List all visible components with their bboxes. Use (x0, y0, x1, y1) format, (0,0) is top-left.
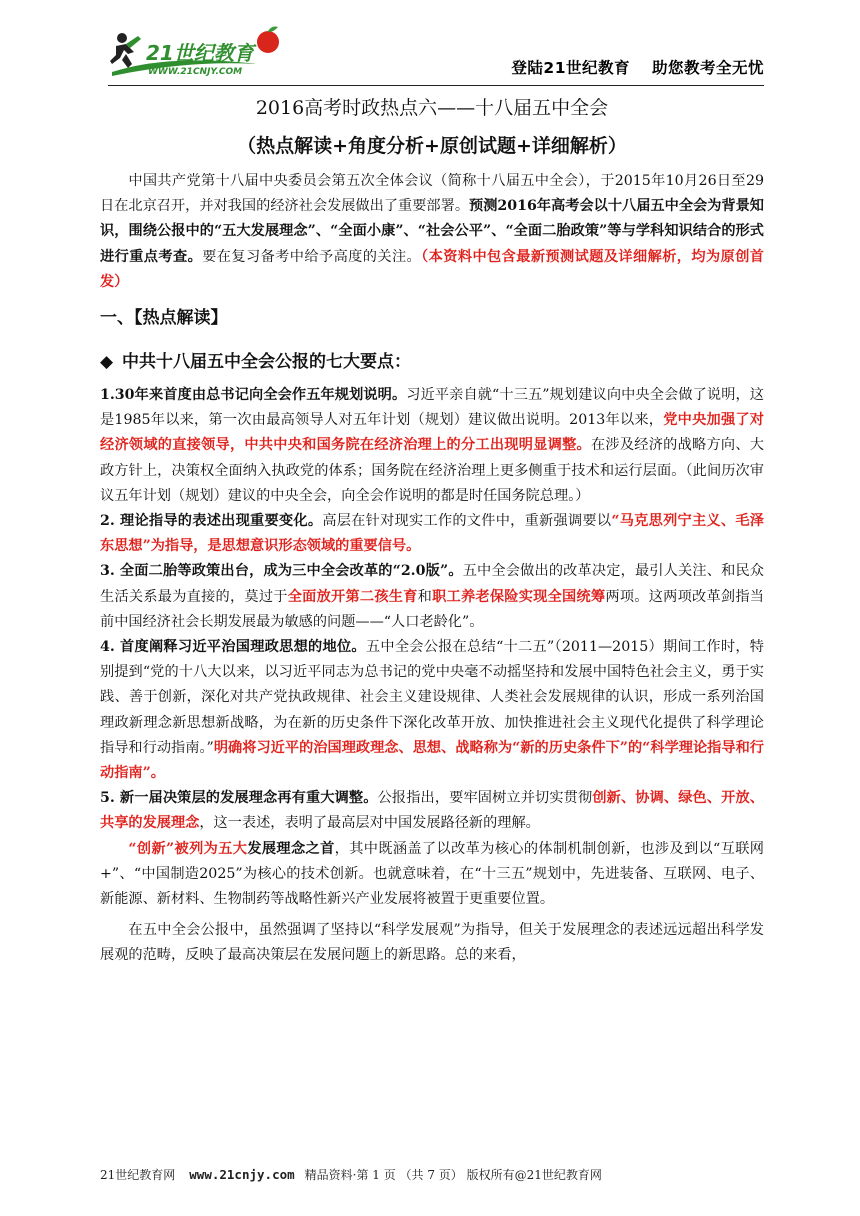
point-3-heading: 3. 全面二胎等政策出台，成为三中全会改革的“2.0版”。 (100, 563, 463, 580)
point-1 (100, 383, 764, 509)
point-3-highlight-1: 全面放开第二孩生育 (287, 588, 418, 605)
section-heading: 一、【热点解读】 (100, 308, 228, 329)
innovation-text: ，其中既涵盖了以改革为核心的体制机制创新，也涉及到以“互联网+”、“中国制造2025”为核心的技术创新。也就意味着，在“十三五”规划中，先进装备、互联网、电子、新能源、新材料、生物制药等战略性新兴产业发展将被置于更重要位置。 (100, 840, 764, 908)
bullet-heading-text: 中共十八届五中全会公报的七大要点： (122, 352, 411, 373)
intro-text-1: 中国共产党第十八届中央委员会第五次全体会议（简称十八届五中全会），于2015年10月26日至29日在北京召开，并对我国的经济社会发展做出了重要部署。 (100, 173, 764, 215)
point-1-text-b: 在涉及经济的战略方向、大政方针上，决策权全面纳入执政党的体系；国务院在经济治理上更多侧重于技术和运行层面。（此间历次审议五年计划（规划）建议的中央全会，向全会作说明的都是时任国务院总理。） (100, 437, 764, 504)
footer-page-info: 精品资料·第 1 页 （共 7 页） 版权所有@21世纪教育网 (304, 1168, 602, 1182)
point-3-and: 和 (417, 588, 433, 605)
point-3 (100, 559, 764, 635)
point-5 (100, 786, 764, 836)
slogan-part-1: 登陆21世纪教育 (511, 59, 630, 77)
innovation-paragraph (100, 837, 764, 913)
point-2-highlight: “马克思列宁主义、毛泽东思想”为指导，是思想意识形态领域的重要信号。 (100, 513, 764, 555)
intro-paragraph (100, 169, 764, 295)
point-2 (100, 509, 764, 559)
point-4 (100, 635, 764, 786)
point-4-highlight: 明确将习近平的治国理政理念、思想、战略称为“新的历史条件下”的“科学理论指导和行动指南”。 (100, 739, 764, 782)
page-header (108, 24, 764, 82)
bullet-heading (100, 347, 764, 377)
svg-text:21世纪教育: 21世纪教育 (146, 41, 254, 65)
point-3-text-b: 两项。这两项改革剑指当前中国经济社会长期发展最为敏感的问题——“人口老龄化”。 (100, 588, 764, 630)
point-1-text-a: 习近平亲自就“十三五”规划建议向中央全会做了说明，这是1985年以来，第一次由最高领导人对五年计划（规划）建议做出说明。2013年以来， (100, 387, 764, 429)
point-1-highlight: 党中央加强了对经济领域的直接领导，中共中央和国务院在经济治理上的分工出现明显调整。 (100, 412, 764, 454)
point-5-text-a: 公报指出，要牢固树立并切实贯彻 (377, 790, 593, 807)
point-2-text-a: 高层在针对现实工作的文件中，重新强调要以 (322, 513, 612, 530)
diamond-bullet-icon: ◆ (100, 352, 114, 373)
intro-text-4: （本资料中包含最新预测试题及详细解析，均为原创首发） (100, 248, 764, 290)
point-5-heading: 5. 新一届决策层的发展理念再有重大调整。 (100, 790, 378, 807)
innovation-bold: 发展理念之首 (247, 840, 335, 857)
page-title: 2016高考时政热点六——十八届五中全会 (255, 97, 609, 119)
header-divider (108, 85, 764, 86)
point-3-highlight-2: 职工养老保险实现全国统筹 (432, 588, 606, 605)
point-4-text-a: 五中全会公报在总结“十二五”（2011—2015）期间工作时，特别提到“党的十八大以来，以习近平同志为总书记的党中央毫不动摇坚持和发展中国特色社会主义，勇于实践、善于创新，深化对共产党执政规律、社会主义建设规律、人类社会发展规律的认识，形成一系列治国理政新理念新思想新战略，为在新的历史条件下深化改革开放、加快推进社会主义现代化提供了科学理论指导和行动指南。” (100, 639, 764, 756)
slogan-part-2: 助您教考全无忧 (651, 59, 764, 77)
footer-site: 21世纪教育网 (100, 1168, 176, 1182)
science-text: 在五中全会公报中，虽然强调了坚持以“科学发展观”为指导，但关于发展理念的表述远远超出科学发展观的范畴，反映了最高决策层在发展问题上的新思路。总的来看， (100, 922, 764, 964)
site-logo[interactable] (108, 24, 283, 78)
header-slogan (511, 56, 764, 78)
page-footer (100, 1166, 764, 1190)
point-4-heading: 4. 首度阐释习近平治国理政思想的地位。 (100, 639, 366, 656)
point-5-highlight: 创新、协调、绿色、开放、共享的发展理念 (100, 790, 764, 832)
point-2-heading: 2. 理论指导的表述出现重要变化。 (100, 513, 323, 530)
point-1-heading: 1.30年来首度由总书记向全会作五年规划说明。 (100, 387, 407, 404)
svg-text:WWW.21CNJY.COM: WWW.21CNJY.COM (148, 67, 243, 77)
document-body (100, 90, 764, 969)
innovation-highlight: “创新”被列为五大 (128, 840, 248, 857)
science-paragraph (100, 918, 764, 968)
logo-graphic-icon (108, 24, 283, 78)
page-subtitle: （热点解读+角度分析+原创试题+详细解析） (237, 135, 627, 157)
footer-url-link[interactable]: www.21cnjy.com (189, 1167, 295, 1182)
point-5-text-b: ，这一表述，表明了最高层对中国发展路径新的理解。 (199, 815, 540, 832)
intro-text-2: 预测2016年高考会以十八届五中全会为背景知识，围绕公报中的“五大发展理念”、“全面小康”、“社会公平”、“全面二胎政策”等与学科知识结合的形式进行重点考查。 (100, 198, 764, 265)
point-3-text-a: 五中全会做出的改革决定，最引人关注、和民众生活关系最为直接的，莫过于 (100, 563, 764, 605)
intro-text-3: 要在复习备考中给予高度的关注。 (202, 248, 422, 265)
